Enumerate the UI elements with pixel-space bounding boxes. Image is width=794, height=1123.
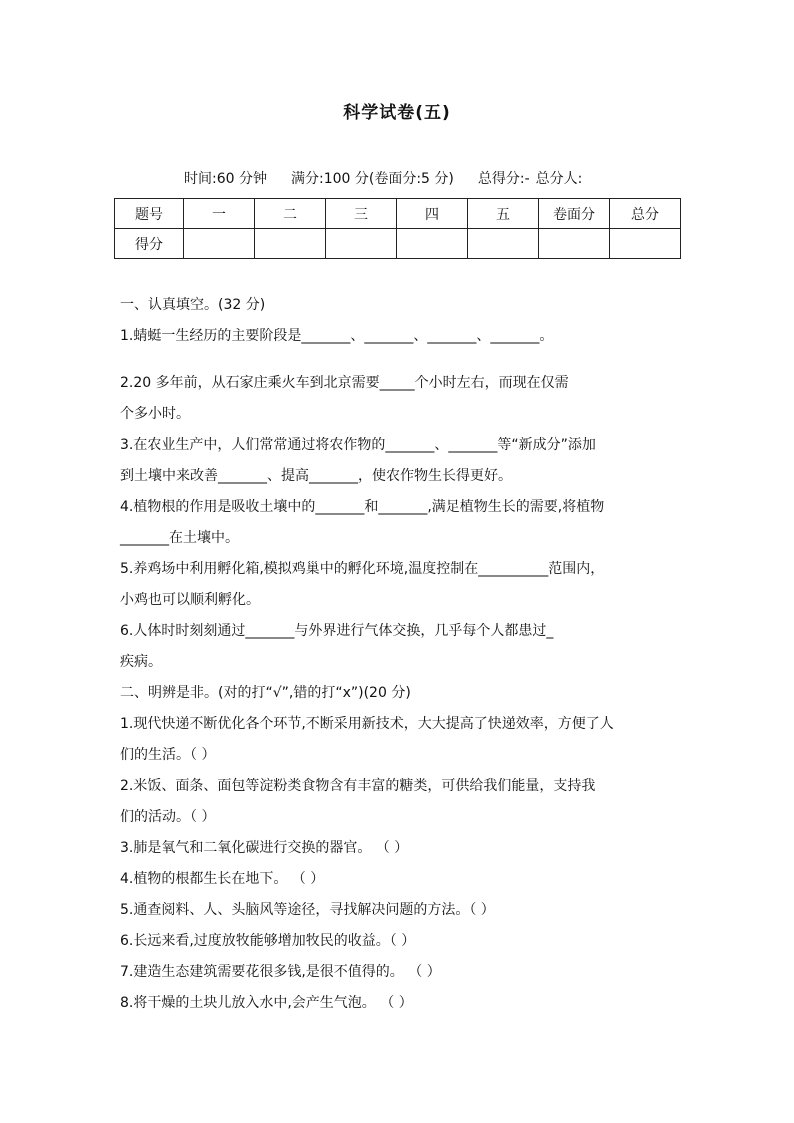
s2-question-7: 7.建造生态建筑需要花很多钱,是很不值得的。 （ ） — [120, 964, 441, 980]
score-cell[interactable] — [184, 229, 255, 259]
s1-question-1: 1.蜻蜓一生经历的主要阶段是_______、_______、_______、_______。 — [120, 328, 554, 344]
scorer-info: 总分人: — [535, 171, 583, 187]
s2-question-1-line1: 1.现代快递不断优化各个环节,不断采用新技术，大大提高了快递效率，方便了人 — [120, 716, 614, 732]
header-cell-3: 三 — [326, 199, 397, 229]
score-cell[interactable] — [397, 229, 468, 259]
header-cell-4: 四 — [397, 199, 468, 229]
score-cell[interactable] — [468, 229, 539, 259]
exam-body — [120, 290, 680, 1019]
s1-question-6-line2: 疾病。 — [120, 654, 162, 670]
score-table-score-row — [115, 229, 681, 259]
header-cell-question-no: 题号 — [115, 199, 184, 229]
s2-question-6: 6.长远来看,过度放牧能够增加牧民的收益。（ ） — [120, 933, 416, 949]
s1-question-3-line1: 3.在农业生产中，人们常常通过将农作物的_______、_______等“新成分”添加 — [120, 437, 596, 453]
score-row-label: 得分 — [115, 229, 184, 259]
header-cell-1: 一 — [184, 199, 255, 229]
score-table-header-row — [115, 199, 681, 229]
score-cell[interactable] — [539, 229, 610, 259]
s1-question-2-line1: 2.20 多年前，从石家庄乘火车到北京需要_____个小时左右，而现在仅需 — [120, 375, 569, 391]
s1-question-5-line2: 小鸡也可以顺利孵化。 — [120, 592, 260, 608]
header-cell-total: 总分 — [610, 199, 681, 229]
section2-heading: 二、明辨是非。(对的打“√”,错的打“x”)(20 分) — [120, 685, 411, 701]
s2-question-2-line1: 2.米饭、面条、面包等淀粉类食物含有丰富的糖类，可供给我们能量，支持我 — [120, 778, 596, 794]
s1-question-6-line1: 6.人体时时刻刻通过_______与外界进行气体交换，几乎每个人都患过_ — [120, 623, 554, 639]
page-title: 科学试卷(五) — [343, 103, 451, 123]
s2-question-4: 4.植物的根都生长在地下。 （ ） — [120, 871, 325, 887]
spacer — [120, 352, 680, 368]
s1-question-3-line2: 到土壤中来改善_______、提高_______，使农作物生长得更好。 — [120, 468, 512, 484]
exam-meta — [184, 168, 582, 188]
s2-question-8: 8.将干燥的土块儿放入水中,会产生气泡。 （ ） — [120, 995, 413, 1011]
s1-question-4-line1: 4.植物根的作用是吸收土壤中的_______和_______,满足植物生长的需要,将植物 — [120, 499, 605, 515]
score-cell[interactable] — [610, 229, 681, 259]
s2-question-5: 5.通查阅料、人、头脑风等途径，寻找解决问题的方法。（ ） — [120, 902, 495, 918]
total-score-info: 总得分:- — [477, 171, 530, 187]
header-cell-2: 二 — [255, 199, 326, 229]
time-info: 时间:60 分钟 — [184, 171, 267, 187]
score-cell[interactable] — [255, 229, 326, 259]
s1-question-5-line1: 5.养鸡场中利用孵化箱,模拟鸡巢中的孵化环境,温度控制在__________范围内， — [120, 561, 605, 577]
header-cell-5: 五 — [468, 199, 539, 229]
s1-question-2-line2: 个多小时。 — [120, 406, 190, 422]
s2-question-1-line2: 们的生活。（ ） — [120, 747, 216, 763]
s1-question-4-line2: _______在土壤中。 — [120, 530, 239, 546]
full-score-info: 满分:100 分(卷面分:5 分) — [290, 171, 454, 187]
section1-heading: 一、认真填空。(32 分) — [120, 297, 266, 313]
header-cell-neatness: 卷面分 — [539, 199, 610, 229]
score-table — [114, 198, 681, 259]
score-cell[interactable] — [326, 229, 397, 259]
s2-question-2-line2: 们的活动。（ ） — [120, 809, 216, 825]
s2-question-3: 3.肺是氧气和二氧化碳进行交换的器官。 （ ） — [120, 840, 409, 856]
